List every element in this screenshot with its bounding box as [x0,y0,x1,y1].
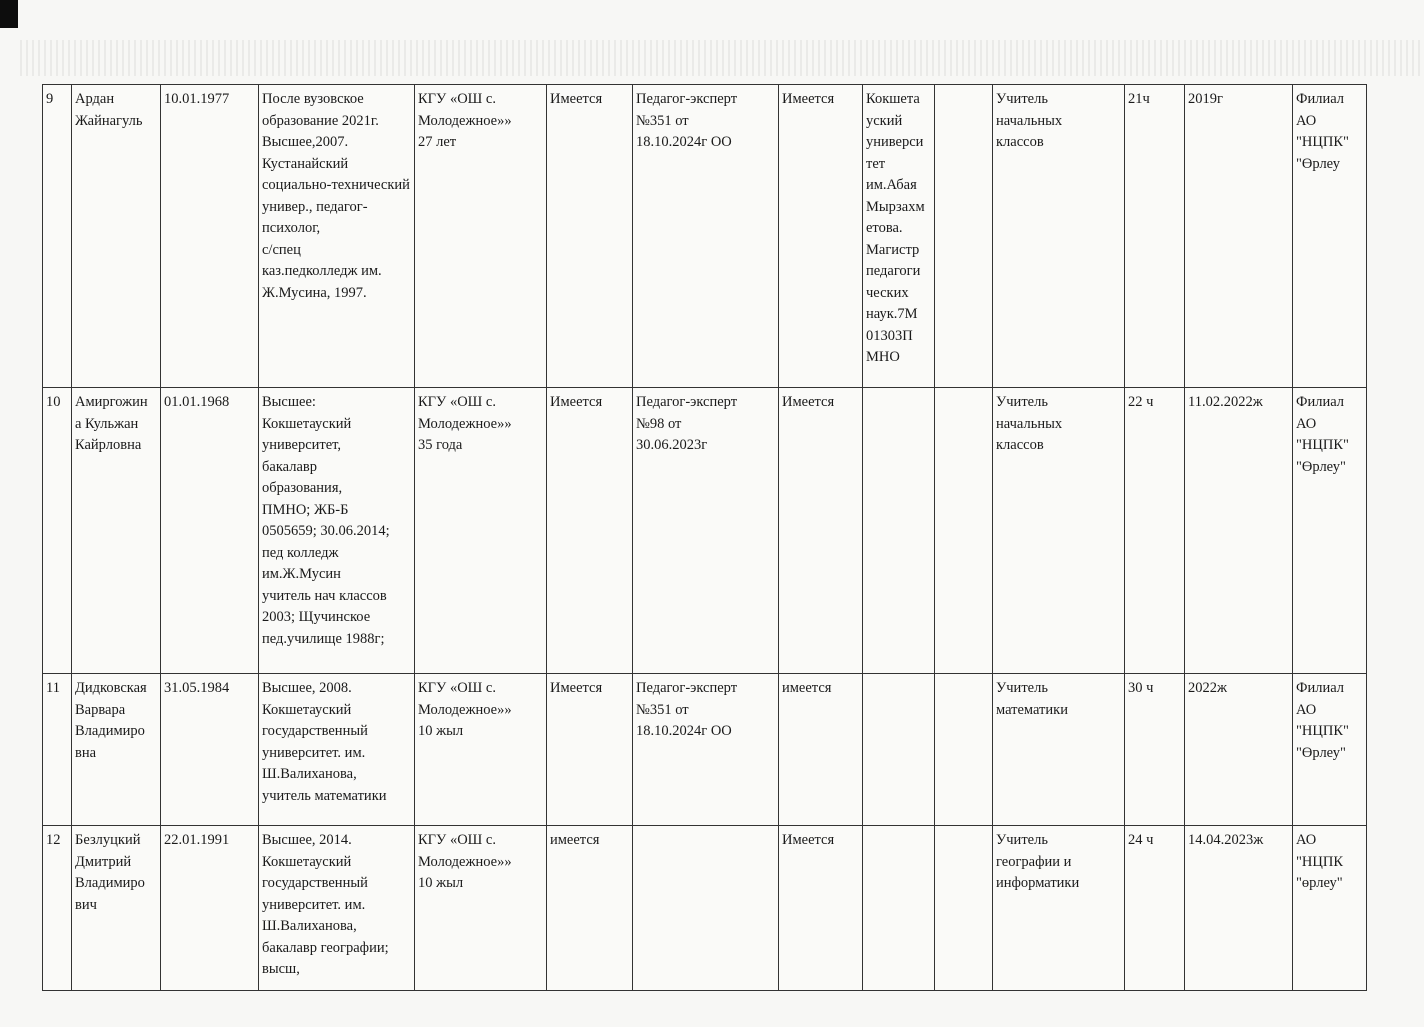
course-date: 14.04.2023ж [1185,826,1293,991]
teacher-name: Безлуцкий Дмитрий Владимиро вич [72,826,161,991]
row-number: 12 [43,826,72,991]
teaching-load: 24 ч [1125,826,1185,991]
empty-col10 [935,674,993,826]
scan-header-noise [20,40,1420,76]
masters-degree: Кокшета уский универси тет им.Абая Мырзахм етова. Магистр педагоги ческих наук.7М 01303П МНО [863,85,935,388]
masters-degree [863,674,935,826]
education: Высшее: Кокшетауский университет, бакалавр образования, ПМНО; ЖБ-Б 0505659; 30.06.2014; пед колледж им.Ж.Мусин учитель нач классов 2003; Щучинское пед.училище 1988г; [259,388,415,674]
qualification-category [633,826,779,991]
availability-col6: Имеется [547,674,633,826]
workplace-experience: КГУ «ОШ с. Молодежное»» 10 жыл [415,826,547,991]
table-row [43,674,1367,826]
birth-date: 10.01.1977 [161,85,259,388]
row-number: 10 [43,388,72,674]
availability-col6: Имеется [547,388,633,674]
availability-col6: Имеется [547,85,633,388]
course-organization: АО "НЦПК "өрлеу" [1293,826,1367,991]
position: Учитель математики [993,674,1125,826]
course-date: 11.02.2022ж [1185,388,1293,674]
education: После вузовское образование 2021г. Высшее,2007. Кустанайский социально-технический универ., педагог-психолог, с/спец каз.педколледж им. Ж.Мусина, 1997. [259,85,415,388]
position: Учитель начальных классов [993,85,1125,388]
course-organization: Филиал АО "НЦПК" "Өрлеу [1293,85,1367,388]
position: Учитель начальных классов [993,388,1125,674]
course-date: 2022ж [1185,674,1293,826]
workplace-experience: КГУ «ОШ с. Молодежное»» 10 жыл [415,674,547,826]
availability-col6: имеется [547,826,633,991]
teacher-name: Амиргожин а Кульжан Кайрловна [72,388,161,674]
birth-date: 01.01.1968 [161,388,259,674]
qualification-category: Педагог-эксперт №351 от 18.10.2024г ОО [633,674,779,826]
empty-col10 [935,85,993,388]
teaching-load: 21ч [1125,85,1185,388]
staff-table [42,84,1367,991]
row-number: 9 [43,85,72,388]
empty-col10 [935,388,993,674]
workplace-experience: КГУ «ОШ с. Молодежное»» 35 года [415,388,547,674]
teaching-load: 22 ч [1125,388,1185,674]
teacher-name: Ардан Жайнагуль [72,85,161,388]
education: Высшее, 2014. Кокшетауский государственный университет. им. Ш.Валиханова, бакалавр географии; высш, [259,826,415,991]
course-organization: Филиал АО "НЦПК" "Өрлеу" [1293,388,1367,674]
availability-col8: Имеется [779,388,863,674]
course-date: 2019г [1185,85,1293,388]
table-row [43,85,1367,388]
availability-col8: Имеется [779,85,863,388]
qualification-category: Педагог-эксперт №98 от 30.06.2023г [633,388,779,674]
masters-degree [863,388,935,674]
empty-col10 [935,826,993,991]
teacher-name: Дидковская Варвара Владимиро вна [72,674,161,826]
education: Высшее, 2008. Кокшетауский государственный университет. им. Ш.Валиханова, учитель математики [259,674,415,826]
qualification-category: Педагог-эксперт №351 от 18.10.2024г ОО [633,85,779,388]
birth-date: 31.05.1984 [161,674,259,826]
teaching-load: 30 ч [1125,674,1185,826]
row-number: 11 [43,674,72,826]
course-organization: Филиал АО "НЦПК" "Өрлеу" [1293,674,1367,826]
workplace-experience: КГУ «ОШ с. Молодежное»» 27 лет [415,85,547,388]
table-row [43,826,1367,991]
table-row [43,388,1367,674]
scan-corner-mark [0,0,18,28]
availability-col8: имеется [779,674,863,826]
position: Учитель географии и информатики [993,826,1125,991]
masters-degree [863,826,935,991]
birth-date: 22.01.1991 [161,826,259,991]
availability-col8: Имеется [779,826,863,991]
